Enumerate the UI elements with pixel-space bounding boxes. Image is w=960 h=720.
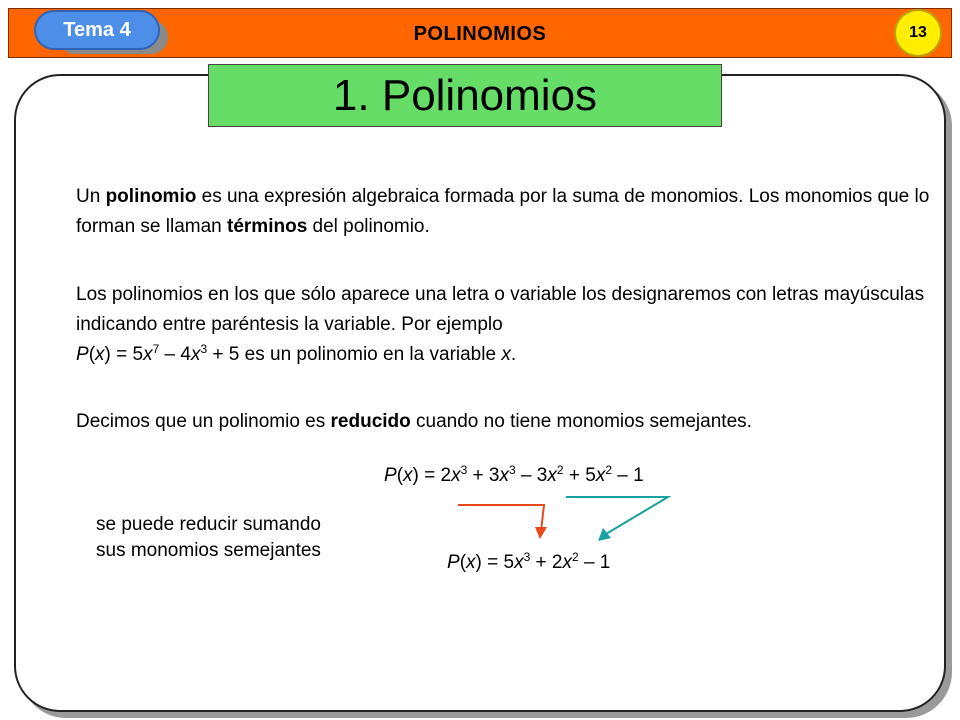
math-var: x: [499, 465, 509, 486]
math-var: x: [190, 344, 201, 365]
math-var: x: [562, 552, 572, 573]
math-var: x: [501, 344, 511, 365]
math-text: ) = 2: [412, 465, 452, 486]
text-run: cuando no tiene monomios semejantes.: [410, 411, 752, 432]
math-var: P: [447, 552, 460, 573]
math-text: + 3: [467, 465, 500, 486]
math-text: + 5: [563, 465, 596, 486]
math-exponent: 7: [152, 342, 160, 356]
header-title: POLINOMIOS: [413, 23, 547, 45]
text-run: es una expresión algebraica formada por la suma de monomios. Los monomios que lo forman se llaman: [76, 186, 930, 237]
formula-reduced: [447, 552, 610, 574]
math-exponent: 3: [509, 463, 516, 477]
math-var: P: [384, 465, 397, 486]
term-polinomio: polinomio: [105, 186, 197, 207]
section-title: 1. Polinomios: [208, 64, 722, 127]
term-reducido: reducido: [330, 411, 411, 432]
math-var: P: [76, 344, 89, 365]
math-text: – 3: [515, 465, 548, 486]
note-line: sus monomios semejantes: [96, 540, 321, 561]
math-var: x: [403, 465, 413, 486]
math-var: x: [451, 465, 461, 486]
math-var: x: [466, 552, 476, 573]
text-run: del polinomio.: [307, 216, 430, 237]
math-text: – 1: [612, 465, 644, 486]
math-var: x: [95, 344, 105, 365]
math-var: x: [514, 552, 524, 573]
math-text: – 1: [578, 552, 611, 573]
term-terminos: términos: [227, 216, 308, 237]
math-var: x: [547, 465, 557, 486]
text-run: + 5 es un polinomio en la variable: [207, 344, 502, 365]
math-text: – 4: [159, 344, 191, 365]
topic-button[interactable]: Tema 4: [34, 10, 160, 50]
page-number-badge: 13: [894, 9, 942, 57]
math-text: + 2: [530, 552, 563, 573]
teal-arrow: [566, 497, 668, 534]
math-exponent: 2: [605, 463, 612, 477]
note-line: se puede reducir sumando: [96, 514, 321, 535]
math-exponent: 2: [572, 550, 579, 564]
text-run: .: [510, 344, 517, 365]
math-text: (: [459, 552, 467, 573]
math-text: (: [88, 344, 96, 365]
math-text: ) = 5: [104, 344, 144, 365]
math-text: ) = 5: [475, 552, 515, 573]
math-text: (: [396, 465, 404, 486]
math-exponent: 3: [200, 342, 208, 356]
text-run: Los polinomios en los que sólo aparece una letra o variable los designaremos con letras mayúsculas indicando entre paréntesis la variable. Por ejemplo: [76, 284, 925, 335]
text-run: Decimos que un polinomio es: [76, 411, 331, 432]
math-var: x: [143, 344, 153, 365]
math-var: x: [595, 465, 606, 486]
math-exponent: 2: [556, 463, 564, 477]
red-arrow-head: [535, 527, 547, 539]
red-arrow: [458, 505, 544, 531]
teal-arrow-head: [598, 528, 611, 541]
math-exponent: 3: [460, 463, 468, 477]
math-exponent: 3: [523, 550, 531, 564]
text-run: Un: [76, 186, 106, 207]
